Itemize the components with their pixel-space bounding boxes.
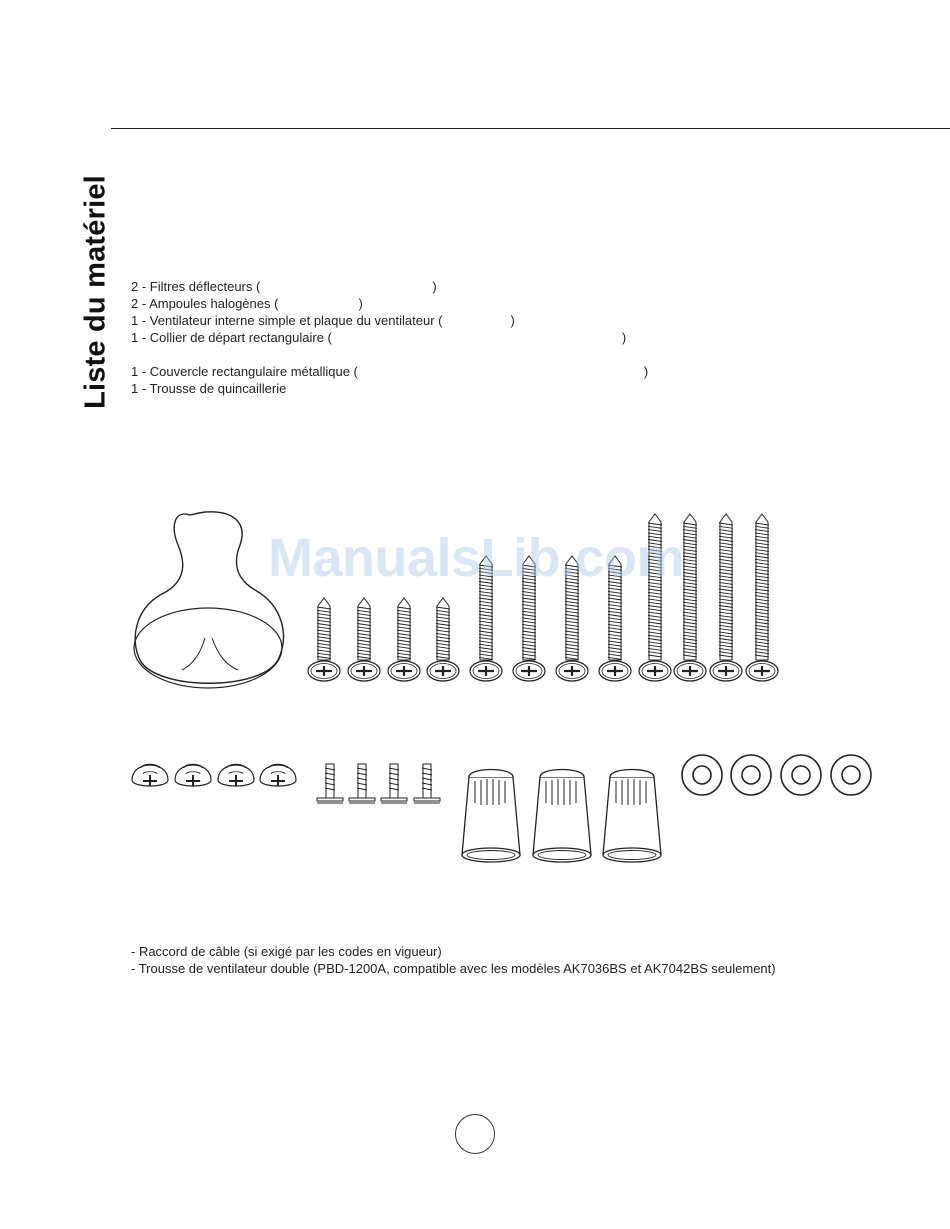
page-number-circle (455, 1114, 495, 1154)
optional-items (131, 943, 776, 977)
screw-icon (746, 514, 778, 681)
page-title: Liste du matériel (79, 175, 112, 409)
watermark: ManualsLib.com (268, 528, 685, 588)
part-label: 1 - Collier de départ rectangulaire ( (131, 330, 332, 345)
part-label: 1 - Couvercle rectangulaire métallique ( (131, 364, 358, 379)
screw-icon (427, 598, 459, 681)
part-label: 1 - Ventilateur interne simple et plaque du ventilateur ( (131, 313, 443, 328)
wire-nut-group (462, 770, 661, 863)
list-item: 1 - Collier de départ rectangulaire ( ) (131, 330, 627, 345)
list-item: 1 - Couvercle rectangulaire métallique ( ) (131, 364, 649, 379)
small-screw-group (132, 764, 296, 786)
list-item: - Trousse de ventilateur double (PBD-1200A, compatible avec les modèles AK7036BS et AK7042BS seulement) (131, 961, 776, 976)
list-item: 1 - Ventilateur interne simple et plaque du ventilateur ( ) (131, 313, 515, 328)
machine-screw-group (317, 764, 440, 803)
list-item: 2 - Ampoules halogènes ( ) (131, 296, 363, 311)
list-item: 2 - Filtres déflecteurs ( ) (131, 279, 437, 294)
screw-icon (348, 598, 380, 681)
list-item: - Raccord de câble (si exigé par les codes en vigueur) (131, 944, 442, 959)
screw-icon (308, 598, 340, 681)
part-label: 1 - Trousse de quincaillerie (131, 381, 287, 396)
knob-icon (134, 512, 283, 688)
part-label: 2 - Filtres déflecteurs ( (131, 279, 261, 294)
screw-icon (388, 598, 420, 681)
washer-group (682, 755, 871, 795)
part-label: 2 - Ampoules halogènes ( (131, 296, 279, 311)
screw-icon (710, 514, 742, 681)
